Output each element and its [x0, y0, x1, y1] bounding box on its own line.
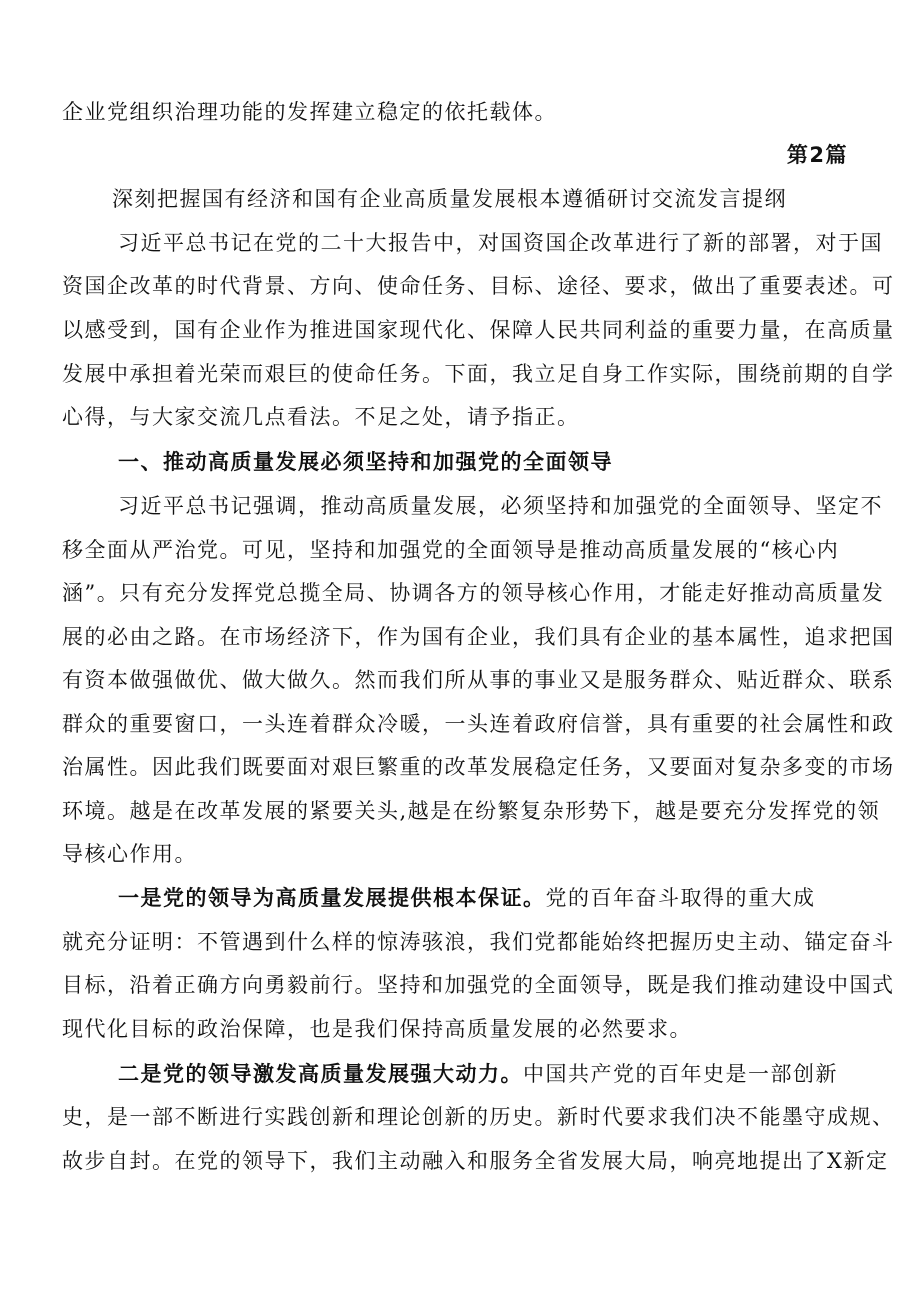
body-line: 现代化目标的政治保障，也是我们保持高质量发展的必然要求。 [62, 1017, 692, 1041]
body-line: 资国企改革的时代背景、方向、使命任务、目标、途径、要求，做出了重要表述。可 [62, 274, 895, 298]
body-line: 故步自封。在党的领导下，我们主动融入和服务全省发展大局，响亮地提出了X新定 [62, 1149, 889, 1173]
point-heading: 二是党的领导激发高质量发展强大动力。 [118, 1061, 523, 1086]
point-text: 中国共产党的百年史是一部创新 [523, 1062, 838, 1086]
body-line: 习近平总书记在党的二十大报告中，对国资国企改革进行了新的部署，对于国 [118, 231, 883, 255]
body-line: 涵”。只有充分发挥党总揽全局、协调各方的领导核心作用，才能走好推动高质量发 [62, 581, 885, 605]
body-line: 心得，与大家交流几点看法。不足之处，请予指正。 [62, 405, 580, 429]
body-line: 环境。越是在改革发展的紧要关头,越是在纷繁复杂形势下，越是要充分发挥党的领 [62, 799, 881, 823]
point-line [118, 1060, 860, 1088]
body-line: 习近平总书记强调，推动高质量发展，必须坚持和加强党的全面领导、坚定不 [118, 494, 883, 518]
point-heading: 一是党的领导为高质量发展提供根本保证。 [118, 885, 546, 910]
section-number: 第2篇 [786, 143, 848, 167]
body-line: 展的必由之路。在市场经济下，作为国有企业，我们具有企业的基本属性，追求把国 [62, 625, 895, 649]
paragraph-tail: 企业党组织治理功能的发挥建立稳定的依托载体。 [62, 100, 557, 124]
body-line: 有资本做强做优、做大做久。然而我们所从事的事业又是服务群众、贴近群众、联系 [62, 668, 895, 692]
body-line: 导核心作用。 [62, 842, 197, 866]
body-line: 就充分证明：不管遇到什么样的惊涛骇浪，我们党都能始终把握历史主动、锚定奋斗 [62, 930, 895, 954]
point-text: 党的百年奋斗取得的重大成 [545, 886, 816, 910]
body-line: 群众的重要窗口，一头连着群众冷暖，一头连着政府信誉，具有重要的社会属性和政 [62, 712, 895, 736]
body-line: 发展中承担着光荣而艰巨的使命任务。下面，我立足自身工作实际，围绕前期的自学 [62, 362, 895, 386]
section-heading: 一、推动高质量发展必须坚持和加强党的全面领导 [118, 449, 613, 474]
body-line: 以感受到，国有企业作为推进国家现代化、保障人民共同利益的重要力量，在高质量 [62, 318, 895, 342]
body-line: 目标，沿着正确方向勇毅前行。坚持和加强党的全面领导，既是我们推动建设中国式 [62, 973, 895, 997]
body-line: 治属性。因此我们既要面对艰巨繁重的改革发展稳定任务，又要面对复杂多变的市场 [62, 755, 895, 779]
point-line [118, 884, 860, 912]
document-title: 深刻把握国有经济和国有企业高质量发展根本遵循研讨交流发言提纲 [112, 187, 787, 211]
body-line: 史，是一部不断进行实践创新和理论创新的历史。新时代要求我们决不能墨守成规、 [62, 1105, 895, 1129]
body-line: 移全面从严治党。可见，坚持和加强党的全面领导是推动高质量发展的“核心内 [62, 538, 840, 562]
